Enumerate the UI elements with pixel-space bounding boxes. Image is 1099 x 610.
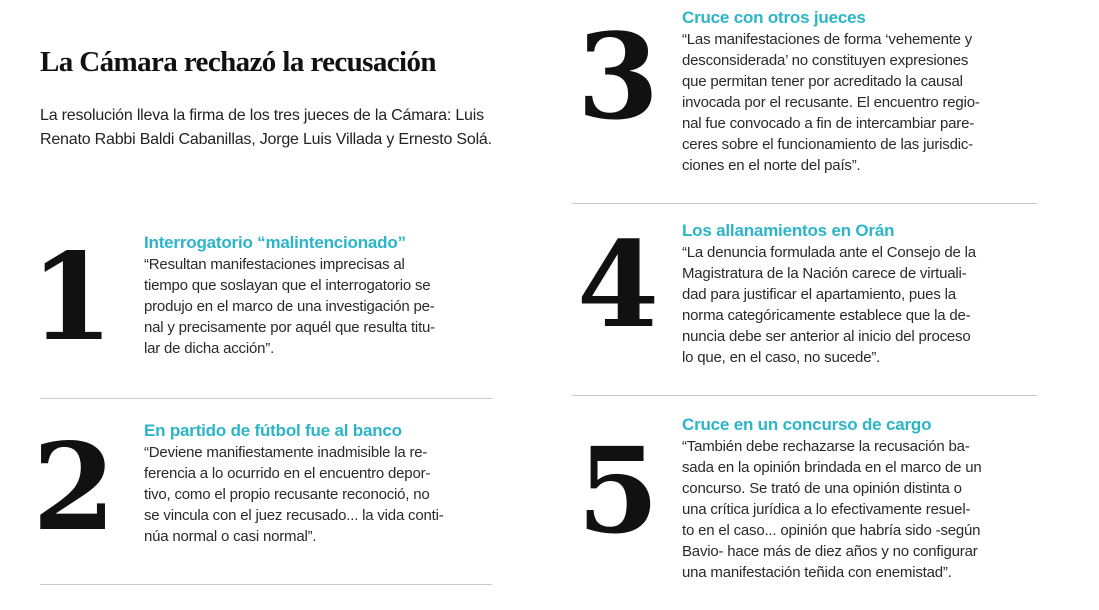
quote-line: norma categóricamente establece que la de- — [682, 307, 971, 324]
quote-line: ciones en el norte del país”. — [682, 157, 861, 174]
quote-line: nuncia debe ser anterior al inicio del proceso — [682, 328, 971, 345]
item-title: Interrogatorio “malintencionado” — [144, 233, 406, 252]
quote-line: una crítica jurídica a lo efectivamente resuel- — [682, 501, 971, 518]
quote-line: dad para justificar el apartamiento, pues la — [682, 286, 956, 303]
item-block — [682, 220, 976, 368]
quote-line: núa normal o casi normal”. — [144, 528, 317, 545]
quote-line: concurso. Se trató de una opinión distinta o — [682, 480, 962, 497]
item-number: 4 — [576, 215, 660, 354]
quote-line: desconsiderada’ no constituyen expresiones — [682, 52, 969, 69]
headline: La Cámara rechazó la recusación — [40, 46, 436, 78]
quote-line: lo que, en el caso, no sucede”. — [682, 349, 881, 366]
item-block — [682, 414, 982, 583]
item-title: Los allanamientos en Orán — [682, 221, 895, 240]
quote-line: se vincula con el juez recusado... la vida conti- — [144, 507, 444, 524]
item-number: 2 — [32, 417, 116, 558]
quote-line: ceres sobre el funcionamiento de las jurisdic- — [682, 136, 973, 153]
quote-line: ferencia a lo ocurrido en el encuentro depor- — [144, 465, 431, 482]
quote-line: nal fue convocado a fin de intercambiar pare- — [682, 115, 975, 132]
item-title: Cruce con otros jueces — [682, 8, 866, 27]
item-block — [682, 7, 980, 176]
quote-line: nal y precisamente por aquél que resulta titu- — [144, 319, 435, 336]
divider — [40, 398, 492, 399]
quote-line: produjo en el marco de una investigación pe- — [144, 298, 435, 315]
divider — [40, 584, 492, 585]
item-title: En partido de fútbol fue al banco — [144, 421, 402, 440]
divider — [572, 395, 1037, 396]
item-block — [144, 232, 435, 359]
item-quote — [144, 442, 444, 547]
quote-line: “La denuncia formulada ante el Consejo de la — [682, 244, 976, 261]
quote-line: “Deviene manifiestamente inadmisible la re- — [144, 444, 428, 461]
item-quote — [144, 254, 435, 359]
quote-line: “Las manifestaciones de forma ‘vehemente y — [682, 31, 973, 48]
item-number: 5 — [576, 421, 660, 560]
quote-line: Bavio- hace más de diez años y no configurar — [682, 543, 978, 560]
item-number: 3 — [576, 7, 660, 146]
item-block — [144, 420, 444, 547]
divider — [572, 203, 1037, 204]
quote-line: tivo, como el propio recusante reconoció, no — [144, 486, 430, 503]
item-title: Cruce en un concurso de cargo — [682, 415, 932, 434]
quote-line: “Resultan manifestaciones imprecisas al — [144, 256, 405, 273]
intro-paragraph: La resolución lleva la firma de los tres jueces de la Cámara: Luis Renato Rabbi Baldi Cabanillas, Jorge Luis Villada y Ernesto Solá. — [40, 107, 492, 148]
quote-line: que permitan tener por acreditado la causal — [682, 73, 963, 90]
quote-line: to en el caso... opinión que habría sido -según — [682, 522, 981, 539]
quote-line: lar de dicha acción”. — [144, 340, 275, 357]
quote-line: “También debe rechazarse la recusación ba- — [682, 438, 970, 455]
quote-line: Magistratura de la Nación carece de virtuali- — [682, 265, 967, 282]
quote-line: una manifestación teñida con enemistad”. — [682, 564, 952, 581]
quote-line: tiempo que soslayan que el interrogatorio se — [144, 277, 431, 294]
quote-line: sada en la opinión brindada en el marco de un — [682, 459, 982, 476]
quote-line: invocada por el recusante. El encuentro regio- — [682, 94, 980, 111]
item-number: 1 — [30, 227, 114, 368]
item-quote — [682, 29, 980, 176]
item-quote — [682, 242, 976, 368]
item-quote — [682, 436, 982, 583]
